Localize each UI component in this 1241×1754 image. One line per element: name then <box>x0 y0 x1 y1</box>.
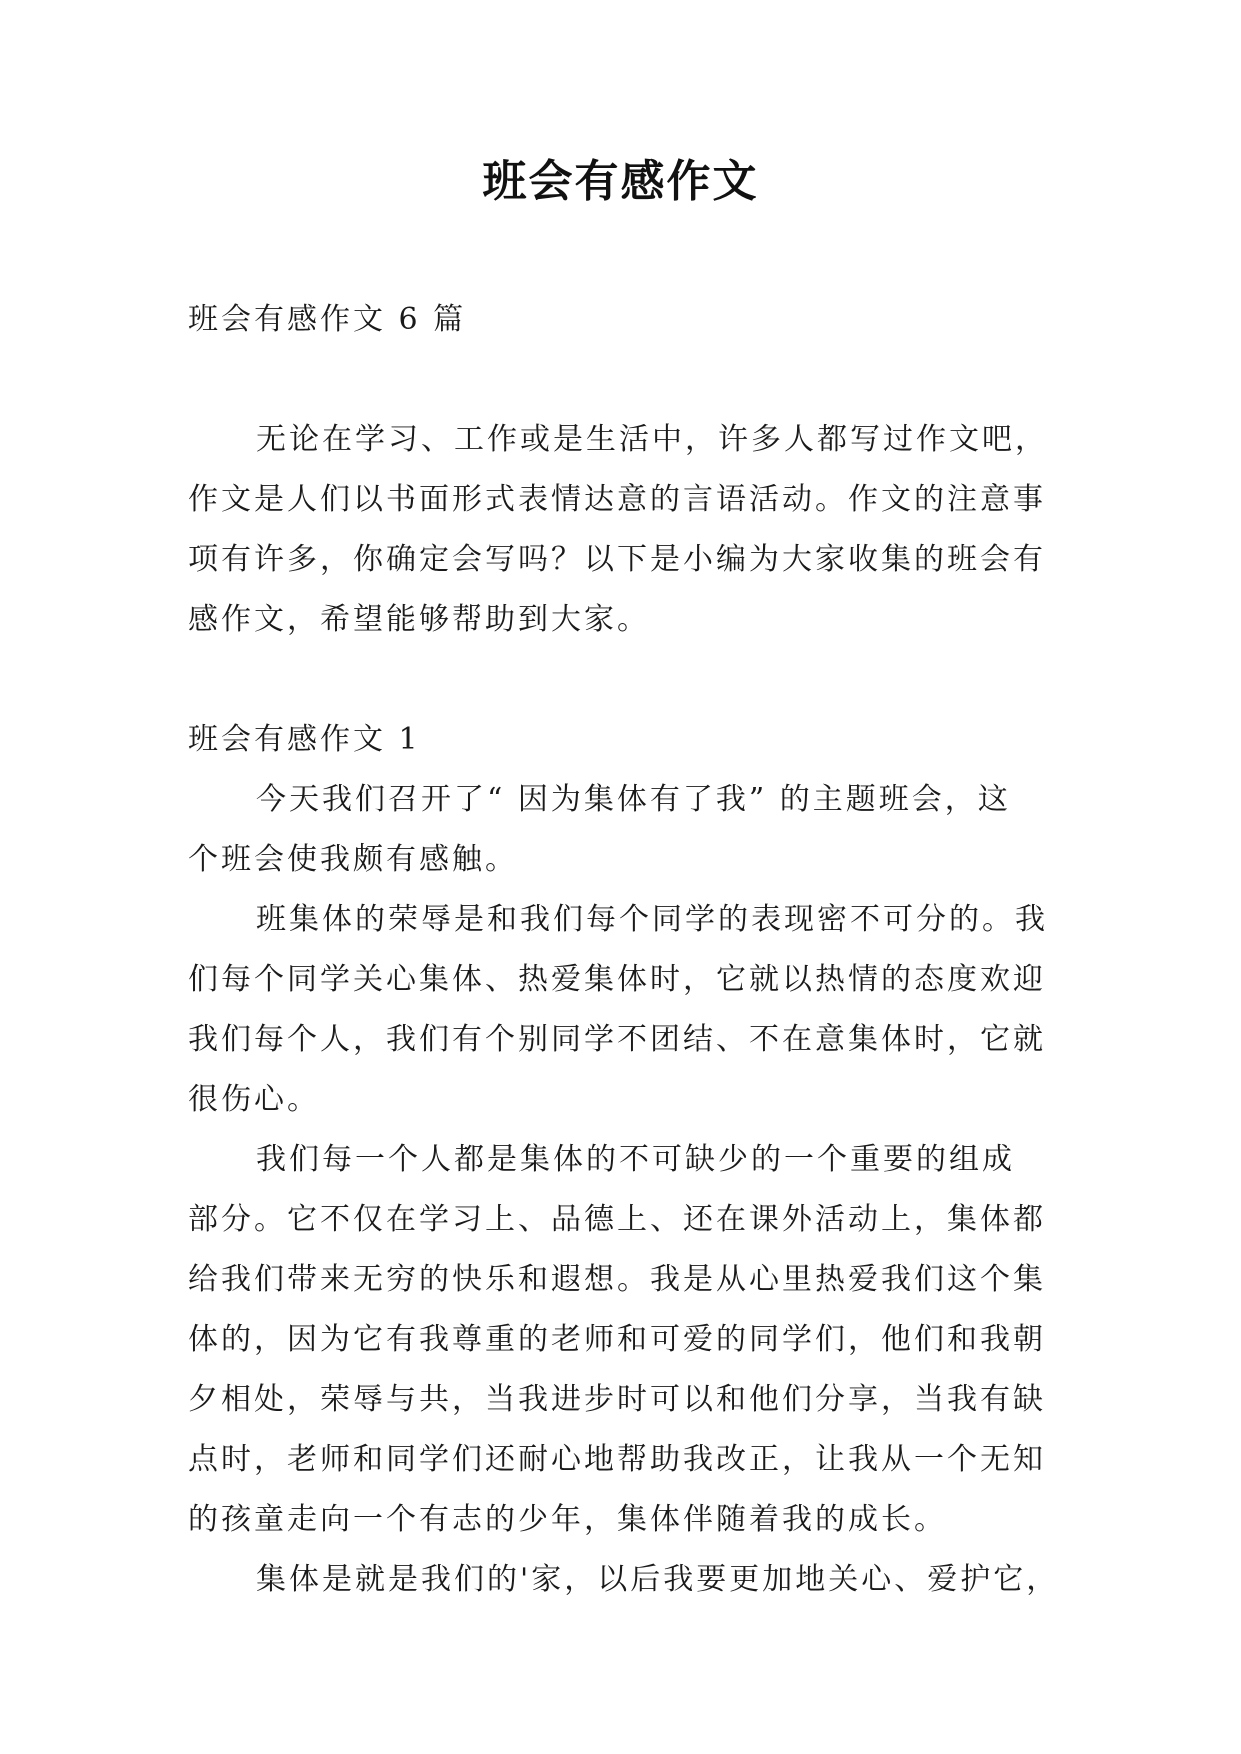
paragraph-line: 个班会使我颇有感触。 <box>188 842 518 877</box>
intro-line: 项有许多，你确定会写吗？以下是小编为大家收集的班会有 <box>188 542 1046 577</box>
paragraph-line: 体的，因为它有我尊重的老师和可爱的同学们，他们和我朝 <box>188 1322 1046 1357</box>
document-title: 班会有感作文 <box>482 156 759 207</box>
paragraph-line: 夕相处，荣辱与共，当我进步时可以和他们分享，当我有缺 <box>188 1382 1046 1417</box>
spacer <box>188 350 1060 410</box>
body-paragraph <box>188 1550 1060 1610</box>
paragraph-line: 班集体的荣辱是和我们每个同学的表现密不可分的。我 <box>256 902 1048 937</box>
paragraph-line: 给我们带来无穷的快乐和遐想。我是从心里热爱我们这个集 <box>188 1262 1046 1297</box>
paragraph-line: 的孩童走向一个有志的少年，集体伴随着我的成长。 <box>188 1502 947 1537</box>
intro-line: 无论在学习、工作或是生活中，许多人都写过作文吧， <box>256 422 1048 457</box>
body-paragraph <box>188 770 1060 890</box>
paragraph-line: 我们每一个人都是集体的不可缺少的一个重要的组成 <box>256 1142 1015 1177</box>
paragraph-line: 点时，老师和同学们还耐心地帮助我改正，让我从一个无知 <box>188 1442 1046 1477</box>
paragraph-line: 很伤心。 <box>188 1082 320 1117</box>
spacer <box>188 650 1060 710</box>
document-body <box>188 290 1060 1610</box>
body-paragraph <box>188 890 1060 1130</box>
intro-line: 感作文，希望能够帮助到大家。 <box>188 602 650 637</box>
body-paragraph <box>188 1130 1060 1550</box>
intro-paragraph <box>188 410 1060 650</box>
paragraph-line: 今天我们召开了“ 因为集体有了我” 的主题班会，这 <box>256 782 1011 817</box>
paragraph-line: 部分。它不仅在学习上、品德上、还在课外活动上，集体都 <box>188 1202 1046 1237</box>
intro-line: 作文是人们以书面形式表情达意的言语活动。作文的注意事 <box>188 482 1046 517</box>
section-heading: 班会有感作文 1 <box>188 722 421 757</box>
paragraph-line: 我们每个人，我们有个别同学不团结、不在意集体时，它就 <box>188 1022 1046 1057</box>
document-subtitle: 班会有感作文 6 篇 <box>188 302 467 337</box>
paragraph-line: 集体是就是我们的'家，以后我要更加地关心、爱护它， <box>256 1562 1060 1597</box>
paragraph-line: 们每个同学关心集体、热爱集体时，它就以热情的态度欢迎 <box>188 962 1046 997</box>
